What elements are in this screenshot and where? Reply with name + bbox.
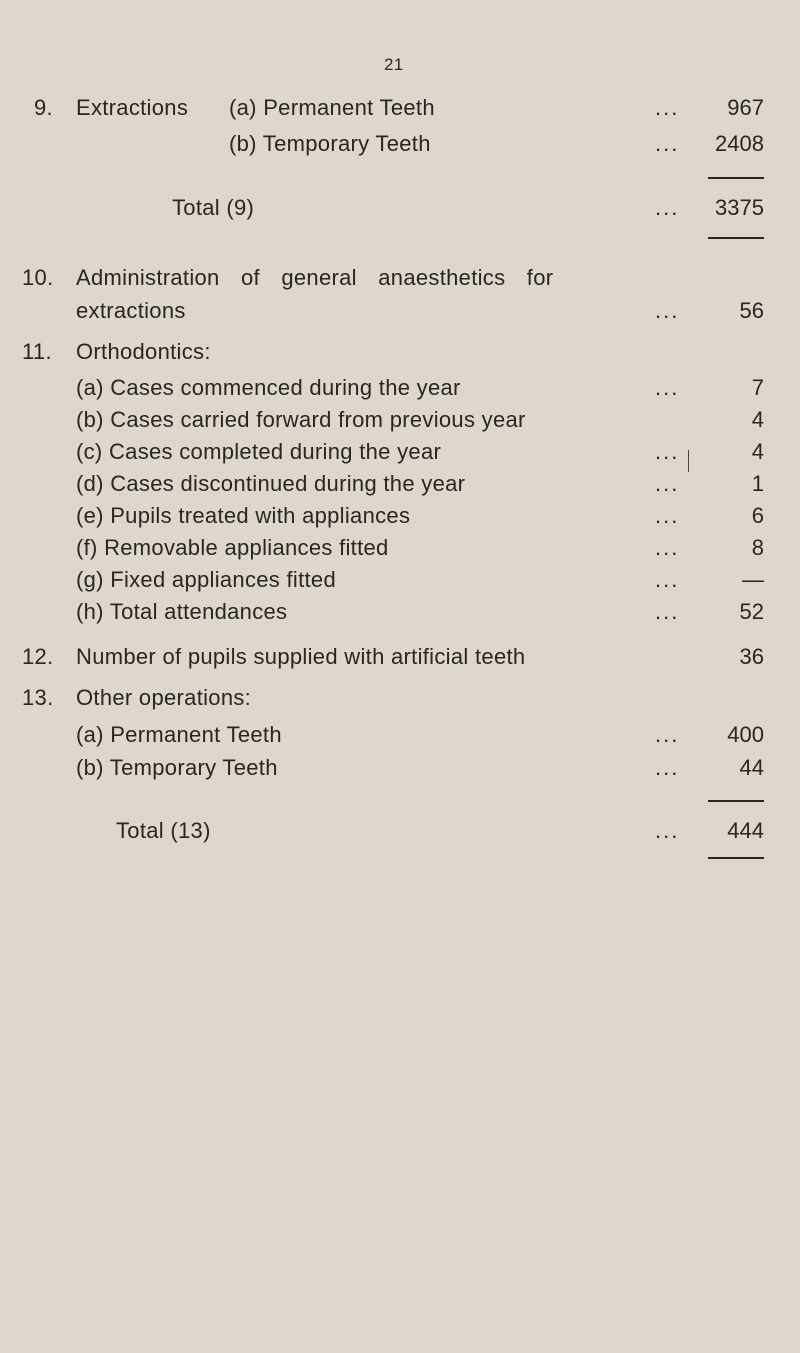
orthodontics-item-value: 4 <box>751 439 764 464</box>
orthodontics-item-label: (e) Pupils treated with appliances <box>76 503 411 528</box>
leader-dots: ... <box>655 95 680 120</box>
leader-dots: ... <box>655 599 680 624</box>
section-12-number: 12. <box>22 644 54 669</box>
orthodontics-item-label: (b) Cases carried forward from previous year <box>76 407 526 432</box>
leader-dots: ... <box>655 439 680 464</box>
extractions-permanent-value: 967 <box>727 95 764 120</box>
leader-dots: ... <box>655 131 680 156</box>
leader-dots: ... <box>655 755 680 780</box>
other-permanent-label: (a) Permanent Teeth <box>76 722 282 747</box>
leader-dots: ... <box>655 195 680 220</box>
other-temporary-value: 44 <box>739 755 764 780</box>
anaesthetics-value: 56 <box>739 298 764 323</box>
section-9-label: Extractions <box>76 95 189 120</box>
extractions-permanent-label: (a) Permanent Teeth <box>229 95 435 120</box>
section-12-label: Number of pupils supplied with artificial teeth <box>76 644 526 669</box>
total-13-label: Total (13) <box>116 818 211 843</box>
orthodontics-item-label: (d) Cases discontinued during the year <box>76 471 466 496</box>
orthodontics-item-value: 6 <box>751 503 764 528</box>
leader-dots: ... <box>655 722 680 747</box>
total-13-value: 444 <box>727 818 764 843</box>
orthodontics-item-value: 7 <box>751 375 764 400</box>
section-10-number: 10. <box>22 265 54 290</box>
orthodontics-item-label: (f) Removable appliances fitted <box>76 535 389 560</box>
extractions-temporary-label: (b) Temporary Teeth <box>229 131 431 156</box>
orthodontics-item-value: 1 <box>751 471 764 496</box>
orthodontics-item-value: — <box>742 567 764 592</box>
orthodontics-item-label: (a) Cases commenced during the year <box>76 375 461 400</box>
artificial-teeth-value: 36 <box>739 644 764 669</box>
subtotal-rule <box>708 177 764 179</box>
other-temporary-label: (b) Temporary Teeth <box>76 755 278 780</box>
extractions-temporary-value: 2408 <box>715 131 764 156</box>
leader-dots: ... <box>655 471 680 496</box>
subtotal-rule <box>708 800 764 802</box>
leader-dots: ... <box>655 503 680 528</box>
section-9-number: 9. <box>34 95 53 120</box>
orthodontics-item-label: (g) Fixed appliances fitted <box>76 567 337 592</box>
leader-dots: ... <box>655 375 680 400</box>
leader-dots: ... <box>655 535 680 560</box>
section-11-number: 11. <box>22 339 52 364</box>
leader-dots: ... <box>655 567 680 592</box>
total-rule <box>708 237 764 239</box>
total-9-value: 3375 <box>715 195 764 220</box>
orthodontics-item-label: (h) Total attendances <box>76 599 288 624</box>
orthodontics-item-value: 8 <box>751 535 764 560</box>
print-mark <box>688 450 689 472</box>
orthodontics-item-label: (c) Cases completed during the year <box>76 439 442 464</box>
leader-dots: ... <box>655 818 680 843</box>
section-10-line2: extractions <box>76 298 186 323</box>
section-13-number: 13. <box>22 685 54 710</box>
orthodontics-item-value: 4 <box>751 407 764 432</box>
page-number: 21 <box>384 55 404 74</box>
total-9-label: Total (9) <box>172 195 255 220</box>
section-10-line1: Administration of general anaesthetics for <box>76 265 554 290</box>
orthodontics-heading: Orthodontics: <box>76 339 211 364</box>
total-rule <box>708 857 764 859</box>
other-operations-heading: Other operations: <box>76 685 252 710</box>
other-permanent-value: 400 <box>727 722 764 747</box>
orthodontics-item-value: 52 <box>739 599 764 624</box>
leader-dots: ... <box>655 298 680 323</box>
